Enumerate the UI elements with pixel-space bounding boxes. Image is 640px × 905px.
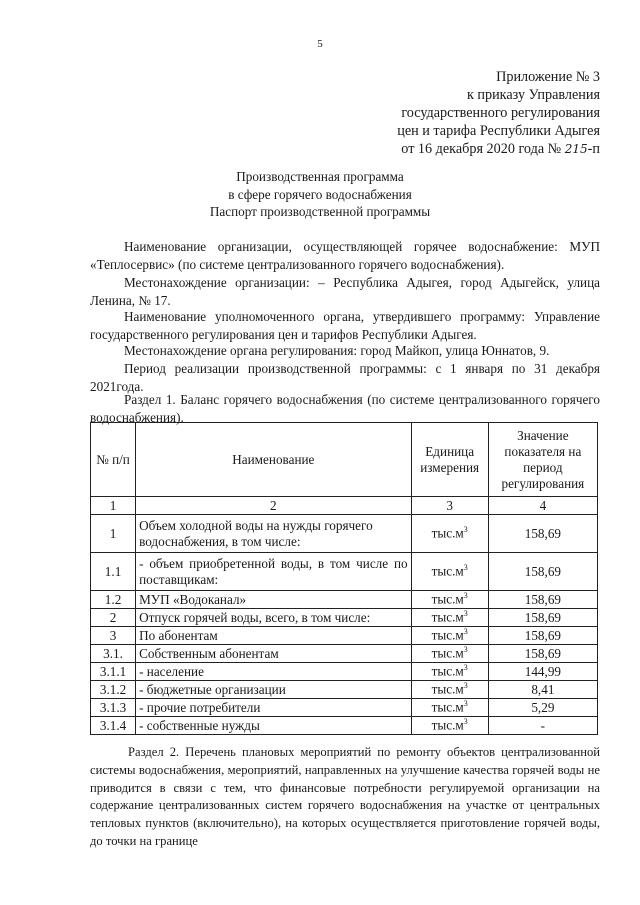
table-row (91, 663, 598, 681)
unit-exponent: 3 (463, 645, 468, 655)
unit-exponent: 3 (463, 609, 468, 619)
unit-text: тыс.м (431, 627, 464, 643)
balance-table (90, 422, 598, 735)
row-value: - (488, 717, 597, 735)
appendix-line: цен и тарифа Республики Адыгея (397, 123, 600, 139)
unit-exponent: 3 (463, 663, 468, 673)
authority-location-text: Местонахождение органа регулирования: город Майкоп, улица Юннатов, 9. (124, 343, 550, 358)
appendix-line: государственного регулирования (401, 105, 600, 121)
order-date: от 16 декабря 2020 года № (401, 141, 562, 157)
appendix-line: к приказу Управления (466, 87, 600, 103)
row-value: 158,69 (488, 591, 597, 609)
page-number: 5 (317, 38, 323, 50)
table-row (91, 681, 598, 699)
row-unit (411, 515, 488, 553)
row-value: 158,69 (488, 553, 597, 591)
row-unit (411, 699, 488, 717)
title-line: Паспорт производственной программы (209, 204, 431, 219)
appendix-header (397, 68, 600, 158)
unit-exponent: 3 (463, 525, 468, 535)
unit-text: тыс.м (431, 563, 464, 579)
row-name: МУП «Водоканал» (136, 591, 412, 609)
org-name-text: Наименование организации, осуществляющей горячее водоснабжение: МУП «Теплосервис» (по системе централизованного горячего водоснабжения). (90, 239, 600, 272)
row-value: 5,29 (488, 699, 597, 717)
document-title (0, 168, 640, 221)
unit-exponent: 3 (463, 717, 468, 727)
unit-exponent: 3 (463, 563, 468, 573)
title-line: Производственная программа (236, 169, 404, 184)
org-name-paragraph (90, 238, 600, 274)
table-row (91, 553, 598, 591)
row-name: Объем холодной воды на нужды горячего водоснабжения, в том числе: (136, 515, 412, 553)
row-unit (411, 591, 488, 609)
title-line: в сфере горячего водоснабжения (228, 186, 412, 202)
row-num: 3.1. (91, 645, 136, 663)
unit-exponent: 3 (463, 681, 468, 691)
unit-text: тыс.м (431, 663, 464, 679)
table-row (91, 645, 598, 663)
row-num: 3.1.3 (91, 699, 136, 717)
row-value: 158,69 (488, 645, 597, 663)
header-name: Наименование (136, 423, 412, 497)
appendix-date-line (397, 140, 600, 158)
section1-text: Раздел 1. Баланс горячего водоснабжения (по системе централизованного горячего водоснабжения). (90, 392, 600, 425)
unit-text: тыс.м (431, 699, 464, 715)
row-name: Отпуск горячей воды, всего, в том числе: (136, 609, 412, 627)
appendix-line: Приложение № 3 (496, 69, 600, 85)
column-number: 3 (411, 497, 488, 515)
table-row (91, 699, 598, 717)
org-location-paragraph (90, 274, 600, 310)
row-num: 3 (91, 627, 136, 645)
table-row (91, 591, 598, 609)
row-num: 1.1 (91, 553, 136, 591)
unit-text: тыс.м (431, 717, 464, 733)
unit-text: тыс.м (431, 645, 464, 661)
column-number: 1 (91, 497, 136, 515)
order-suffix: -п (587, 141, 600, 157)
row-unit (411, 681, 488, 699)
row-unit (411, 717, 488, 735)
row-num: 1 (91, 515, 136, 553)
row-unit (411, 553, 488, 591)
unit-text: тыс.м (431, 681, 464, 697)
unit-exponent: 3 (463, 591, 468, 601)
row-num: 3.1.2 (91, 681, 136, 699)
row-name: - прочие потребители (136, 699, 412, 717)
authority-location-paragraph (90, 342, 600, 360)
authority-paragraph (90, 308, 600, 344)
row-unit (411, 663, 488, 681)
row-num: 3.1.4 (91, 717, 136, 735)
row-name: - бюджетные организации (136, 681, 412, 699)
header-num: № п/п (91, 423, 136, 497)
unit-text: тыс.м (431, 591, 464, 607)
column-number-row (91, 497, 598, 515)
row-unit (411, 609, 488, 627)
table-header-row (91, 423, 598, 497)
row-unit (411, 645, 488, 663)
unit-exponent: 3 (463, 627, 468, 637)
row-name: - объем приобретенной воды, в том числе по поставщикам: (136, 553, 412, 591)
header-value: Значение показателя на период регулирования (488, 423, 597, 497)
table-row (91, 717, 598, 735)
column-number: 4 (488, 497, 597, 515)
row-value: 158,69 (488, 627, 597, 645)
row-num: 3.1.1 (91, 663, 136, 681)
row-unit (411, 627, 488, 645)
table-row (91, 609, 598, 627)
authority-text: Наименование уполномоченного органа, утвердившего программу: Управление государственного регулирования цен и тарифов Республики Адыгея. (90, 309, 600, 342)
order-number-handwritten: 215 (564, 142, 588, 156)
row-num: 1.2 (91, 591, 136, 609)
period-text: Период реализации производственной программы: с 1 января по 31 декабря 2021года. (90, 361, 600, 394)
table-row (91, 627, 598, 645)
section2-paragraph (90, 744, 600, 851)
header-unit: Единица измерения (411, 423, 488, 497)
unit-text: тыс.м (431, 609, 464, 625)
table-row (91, 515, 598, 553)
row-name: - собственные нужды (136, 717, 412, 735)
row-value: 158,69 (488, 515, 597, 553)
row-value: 8,41 (488, 681, 597, 699)
row-value: 144,99 (488, 663, 597, 681)
row-name: - население (136, 663, 412, 681)
column-number: 2 (136, 497, 412, 515)
section2-text: Раздел 2. Перечень плановых мероприятий по ремонту объектов централизованной системы водоснабжения, мероприятий, направленных на улучшение качества горячей воды не приводится в связи с тем, что финансовые потребности регулируемой организации на содержание централизованных систем горячего водоснабжения на участке от центральных тепловых пунктов (включительно), на которых осуществляется приготовление горячей воды, до точки на границе (90, 745, 600, 848)
row-num: 2 (91, 609, 136, 627)
unit-exponent: 3 (463, 699, 468, 709)
row-value: 158,69 (488, 609, 597, 627)
org-location-text: Местонахождение организации: – Республика Адыгея, город Адыгейск, улица Ленина, № 17. (90, 275, 600, 308)
unit-text: тыс.м (431, 525, 464, 541)
row-name: Собственным абонентам (136, 645, 412, 663)
row-name: По абонентам (136, 627, 412, 645)
